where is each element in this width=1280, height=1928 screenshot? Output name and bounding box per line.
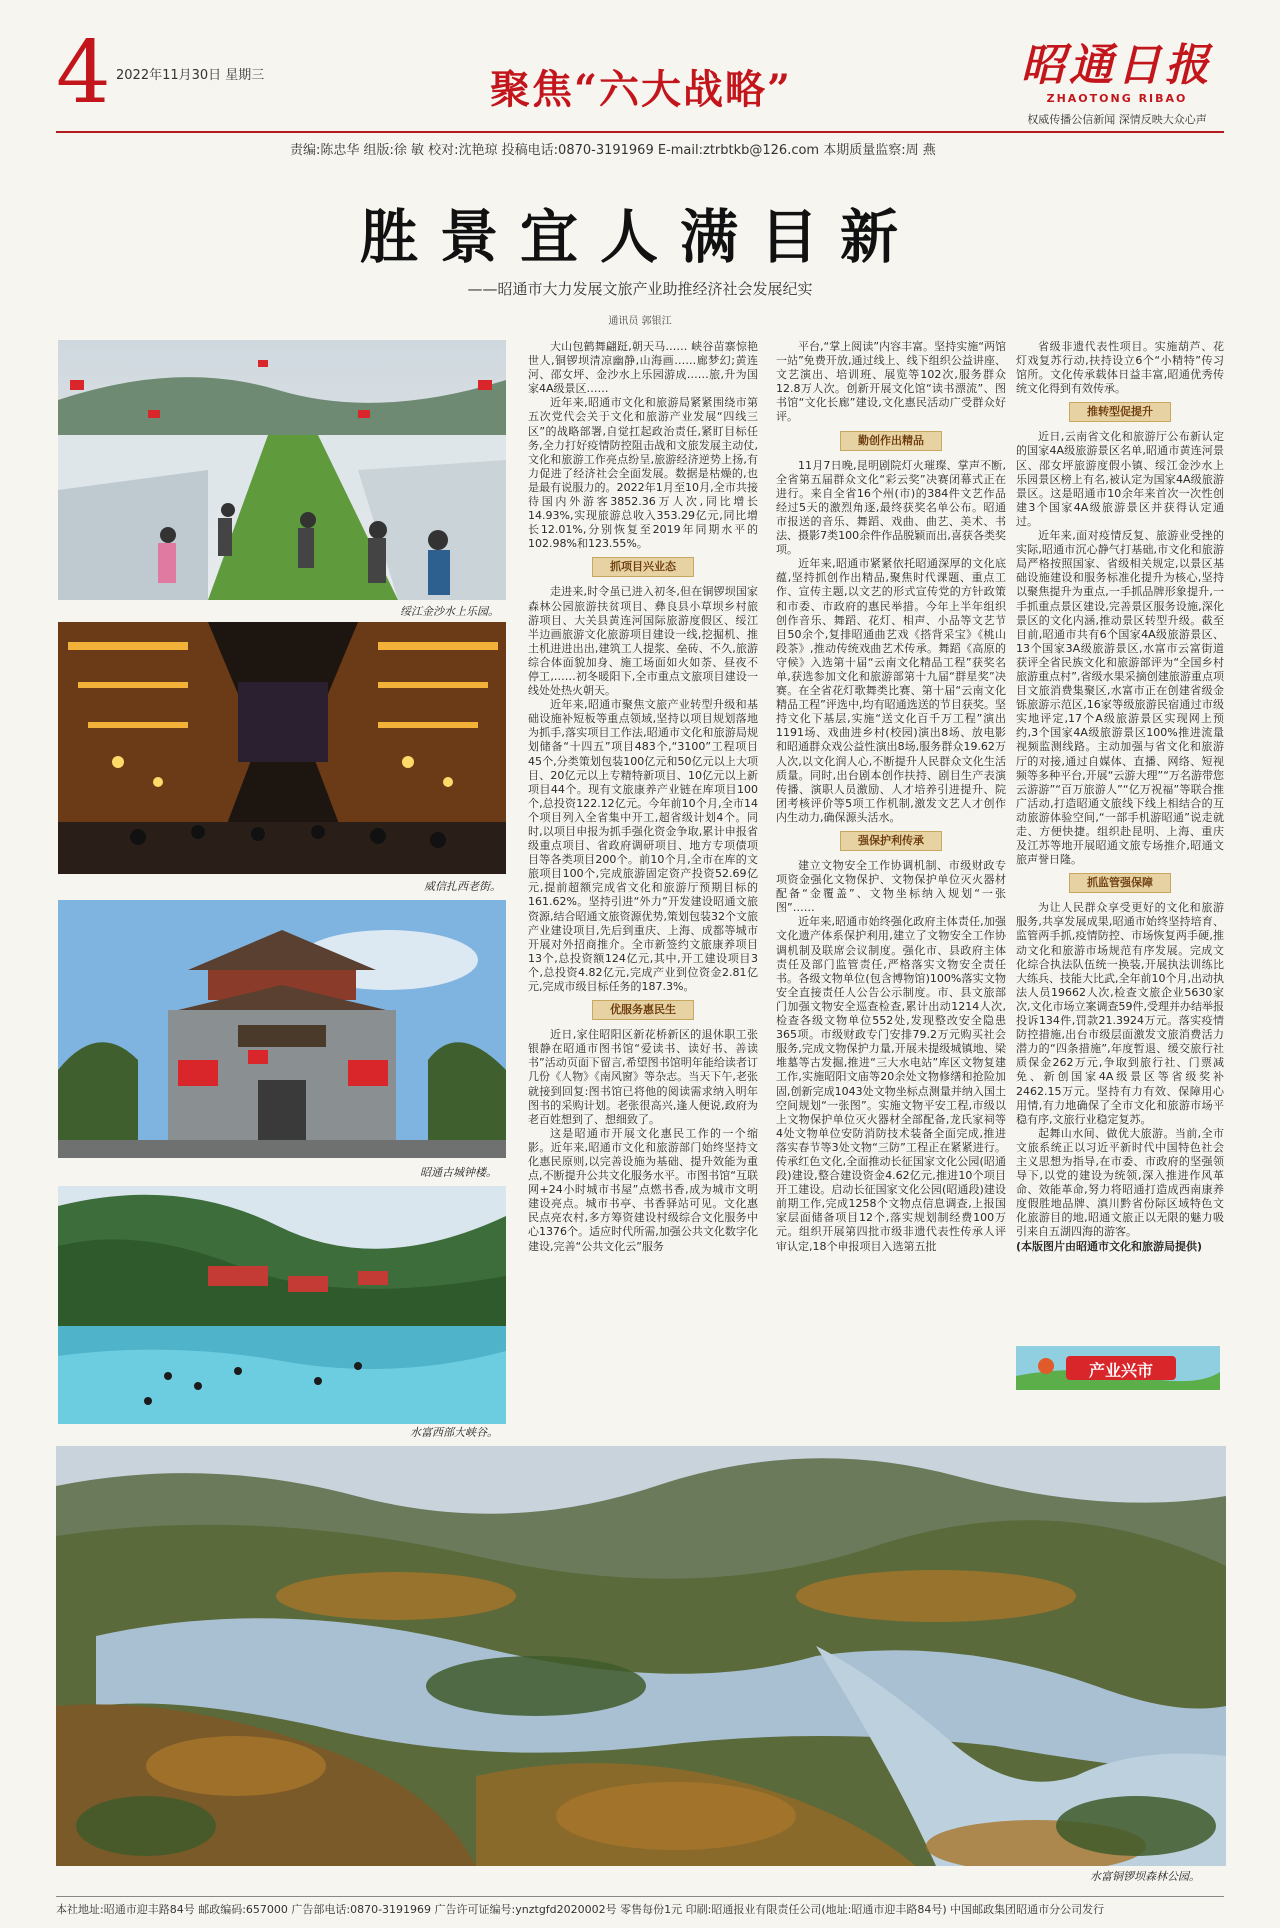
photo-credit-note: (本版图片由昭通市文化和旅游局提供): [1016, 1239, 1203, 1253]
article-paragraph: 大山包鹤舞翩跹,朝天马…… 峡谷苗寨惊艳世人,铜锣坝清凉幽静,山海画……廊梦幻;黄连河、邵女坪、金沙水上乐园游成……旅,升为国家4A级景区……: [528, 340, 758, 396]
article-paragraph: 这是昭通市开展文化惠民工作的一个缩影。近年来,昭通市文化和旅游部门始终坚持文化惠民原则,以完善设施为基础、提升效能为重点,不断提升公共文化服务水平。市图书馆“互联网+24小时城市书屋”点燃书香,成为城市文明建设亮点。城市书亭、书香驿站可见。文化惠民点亮农村,多方筹资建设村级综合文化服务中心1376个。适应时代所需,加强公共文化数字化建设,完善“公共文化云”服务: [528, 1126, 758, 1253]
masthead: [1012, 40, 1222, 127]
article-paragraph: 走进来,时令虽已进入初冬,但在铜锣坝国家森林公园旅游扶贫项目、彝良县小草坝乡村旅游项目、大关县黄连河国际旅游度假区、绥江半边画旅游文化旅游项目建设一线,挖掘机、推土机进进出出,建筑工人提浆、垒砖、不久,旅游综合体面貌加身、施工场面如火如荼、昼夜不停工,……初冬暖阳下,全市重点文旅项目建设一线处处热火朝天。: [528, 585, 758, 698]
section-subhead: 优服务惠民生: [592, 1000, 694, 1020]
article-paragraph: 起舞山水间、做优大旅游。当前,全市文旅系统正以习近平新时代中国特色社会主义思想为指导,在市委、市政府的坚强领导下,以党的建设为统领,深入推进作风革命、效能革命,努力将昭通打造成西南康养度假胜地品牌、滇川黔省份际区域特色文化旅游目的地,昭通文旅正以无限的魅力吸引来自五湖四海的游客。: [1016, 1126, 1224, 1239]
article-paragraph: 近年来,昭通市文化和旅游局紧紧围绕市第五次党代会关于文化和旅游产业发展“四线三区”的战略部署,自觉扛起政治责任,紧盯目标任务,全力打好疫情防控阻击战和文旅发展主动仗,文化和旅游工作亮点纷呈,旅游经济逆势上扬,有力促进了经济社会全面发展。数据是枯燥的,也是最有说服力的。2022年1月至10月,全市共接待国内外游客3852.36万人次,同比增长14.93%,实现旅游总收入353.29亿元,同比增长12.01%,分别恢复至2019年同期水平的102.98%和123.55%。: [528, 396, 758, 551]
industry-badge: [1016, 1346, 1220, 1390]
section-subhead: 勤创作出精品: [840, 431, 942, 451]
caption-photo1: 绥江金沙水上乐园。: [400, 605, 499, 618]
article-paragraph: 近年来,面对疫情反复、旅游业受挫的实际,昭通市沉心静气打基础,市文化和旅游局严格按照国家、省级相关规定,以景区基础设施建设和服务标准化提升为核心,坚持以聚焦提升为重点,一手抓品牌形象提升,一手抓重点景区建设,完善景区服务设施,深化景区的文化内涵,推动景区转型升级。截至目前,昭通市共有6个国家4A级旅游景区、13个国家3A级旅游景区,水富市云富街道获评全省民族文化和旅游部评为“全国乡村旅游重点村”,省级水果采摘创建旅游重点项目文旅消费集聚区,水富市正在创建省级金铄旅游示范区,16家等级旅游民宿通过市级实地评定,17个A级旅游景区实现网上预约,3个国家4A级旅游景区100%推进流量视频监测线路。主动加强与省文化和旅游厅的对接,通过自媒体、直播、网络、短视频等多种平台,开展“云游大理”“万名游带您云游游”“百万旅游人”“亿万祝福”等联合推广活动,打造昭通文旅线下线上相结合的互动旅游体验空间,“一部手机游昭通”说走就走、方便快捷。组织赴昆明、上海、重庆及江苏等地开展昭通文旅专场推介,昭通文旅声誉日隆。: [1016, 529, 1224, 867]
photo-bell-tower: [58, 900, 506, 1158]
section-subhead: 推转型促提升: [1069, 402, 1171, 422]
masthead-slogan: 权威传播公信新闻 深情反映大众心声: [1027, 113, 1207, 126]
article-paragraph: 近日,云南省文化和旅游厅公布新认定的国家4A级旅游景区名单,昭通市黄连河景区、邵女坪旅游度假小镇、绥江金沙水上乐园景区榜上有名,被认定为国家4A级旅游景区。这是昭通市10余年来首次一次性创建3个国家4A级旅游景区并获得认定通过。: [1016, 430, 1224, 528]
section-title: 聚焦“六大战略”: [490, 66, 793, 113]
article-paragraph: 近日,家住昭阳区新花桥新区的退休职工张银静在昭通市图书馆“爱读书、读好书、善读书”活动页面下留言,希望图书馆明年能给读者订几份《人物》《南风窗》等杂志。当天下午,老张就接到回复:图书馆已将他的阅读需求纳入明年图书的采购计划。老张很高兴,逢人便说,政府为老百姓想到了、想细致了。: [528, 1028, 758, 1126]
text-column-1: [528, 340, 758, 1432]
section-subhead: 抓项目兴业态: [592, 557, 694, 577]
text-column-3: [1016, 340, 1224, 1340]
editor-credits: 责编:陈忠华 组版:徐 敏 校对:沈艳琼 投稿电话:0870-3191969 E-mail:ztrbtkb@126.com 本期质量监察:周 燕: [290, 143, 936, 158]
masthead-pinyin: ZHAOTONG RIBAO: [1046, 92, 1188, 105]
article-paragraph: 为让人民群众享受更好的文化和旅游服务,共享发展成果,昭通市始终坚持培育、监管两手抓,疫情防控、市场恢复两手硬,推动文化和旅游市场规范有序发展。完成文化综合执法队伍统一换装,开展执法训练比大练兵、技能大比武,全年前10个月,出动执法人员19662人次,检查文旅企业5630家次,文化市场立案调查59件,受理并办结举报投诉134件,罚款21.3924万元。落实疫情防控措施,出台市级层面激发文旅消费活力潜力的“四条措施”,年度暂退、缓交旅行社质保金262万元,争取到旅行社、门票减免、新创国家4A级景区等省级奖补2462.15万元。坚持有力有效、保障用心用情,有力地确保了全市文化和旅游市场平稳有序,文旅行业稳定复苏。: [1016, 901, 1224, 1126]
caption-photo3: 昭通古城钟楼。: [420, 1166, 497, 1179]
article-byline: 通讯员 郭银江: [608, 316, 672, 327]
issue-date: 2022年11月30日 星期三: [116, 68, 265, 83]
article-paragraph: 近年来,昭通市始终强化政府主体责任,加强文化遗产体系保护利用,建立了文物安全工作协调机制及联席会议制度。强化市、县政府主体责任及部门监管责任,严格落实文物安全责任书。各级文物单位(包含博物馆)100%落实文物安全直接责任人公告公示制度。市、县文旅部门加强文物安全巡查检查,累计出动1214人次,检查各级文物单位552处,发现整改安全隐患365项。市级财政专门安排79.2万元购买社会服务,完成文物保护力量,开展未提级城镇地、梁堆墓等古发掘,推进“三大水电站”库区文物复建工作,实施昭阳文庙等20余处文物修缮和抢险加固,创新完成1043处文物坐标点测量并纳入国土空间规划“一张图”。实施文物平安工程,市级以上文物保护单位灭火器材全部配备,龙氏家祠等4处文物单位安防消防技术装备全面完成,推进落实春节等3处文物“三防”工程正在紧紧进行。传承红色文化,全面推动长征国家文化公园(昭通段)建设,整合建设资金4.62亿元,推进10个项目开工建设。启动长征国家文化公园(昭通段)建设前期工作,完成1258个文物点信息调查,上报国家层面储备项目12个,落实规划制经费100万元。组织开展第四批市级非遗代表性传承人评审认定,18个申报项目入选第五批: [776, 915, 1006, 1253]
caption-photo4: 水富西部大峡谷。: [410, 1426, 498, 1439]
caption-photo5: 水富铜锣坝森林公园。: [1090, 1870, 1200, 1883]
footer-info: 本社地址:昭通市迎丰路84号 邮政编码:657000 广告部电话:0870-3191969 广告许可证编号:ynztgfd2020002号 零售每份1元 印刷:昭通报业有限责任公司(地址:昭通市迎丰路84号) 中国邮政集团昭通市分公司发行: [56, 1903, 1105, 1916]
section-subhead: 强保护利传承: [840, 831, 942, 851]
masthead-name: 昭通日报: [1021, 40, 1213, 91]
article-paragraph: 11月7日晚,昆明剧院灯火璀璨、掌声不断,全省第五届群众文化“彩云奖”决赛闭幕式正在进行。来自全省16个州(市)的384件文艺作品经过5天的激烈角逐,最终获奖名单公布。昭通市报送的音乐、舞蹈、戏曲、曲艺、美术、书法、摄影7类100余件作品脱颖而出,喜获各类奖项。: [776, 458, 1006, 557]
caption-photo2: 威信扎西老街。: [424, 880, 501, 893]
text-column-2: [776, 340, 1006, 1432]
article-paragraph: 省级非遗代表性项目。实施葫芦、花灯戏复苏行动,扶持设立6个“小精特”传习馆所。文化传承载体日益丰富,昭通优秀传统文化得到有效传承。: [1016, 340, 1224, 396]
badge-text: 产业兴市: [1088, 1361, 1153, 1380]
article-paragraph: 近年来,昭通市聚焦文旅产业转型升级和基础设施补短板等重点领域,坚持以项目规划落地为抓手,落实项目工作法,昭通市文化和旅游局规划储备“十四五”项目483个,“3100”工程项目45个,分类策划包装100亿元和50亿元以上大项目、20亿元以上专精特新项目、10亿元以上新项目44个。现有文旅康养产业链在库项目100个,总投资122.12亿元。今年前10个月,全市14个项目列入全省集中开工,超省级计划4个。同时,以项目申报为抓手强化资金争取,累计申报省级重点项目、省政府调研项目、地方专项债项目等各类项目200个。前10个月,全市在库的文旅项目100个,完成旅游固定资产投资52.69亿元,提前超额完成省文化和旅游厅预期目标的161.62%。坚持引进“外力”开发建设昭通文旅资源,结合昭通文旅资源优势,策划包装32个文旅产业建设项目,先后到重庆、上海、成都等城市开展对外招商推介。全市新签约文旅康养项目13个,总投资额124亿元,其中,开工建设项目3个,总投资4.82亿元,完成产业到位资金2.81亿元,完成市级目标任务的187.3%。: [528, 698, 758, 994]
article-paragraph: 近年来,昭通市紧紧依托昭通深厚的文化底蕴,坚持抓创作出精品,聚焦时代课题、重点工作、宣传主题,以文艺的形式宣传党的方针政策和市委、市政府的惠民举措。今年上半年组织创作音乐、舞蹈、花灯、相声、小品等文艺节目50余个,复排昭通曲艺戏《搭背采宝》《桃山段茶》,推动传统戏曲艺术传承。舞蹈《高原的守候》入选第十届“云南文化精品工程”获奖名单,获选参加文化和旅游部第十九届“群星奖”决赛。在全省花灯歌舞类比赛、第十届“云南文化精品工程”评选中,均有昭通选送的节目获奖。坚持文化下基层,实施“送文化百千万工程”演出1191场、戏曲进乡村(校园)演出8场、放电影和昭通群众戏公益性演出8场,服务群众19.62万人次,以文化润人心,不断提升人民群众文化生活质量。同时,出台剧本创作扶持、剧目生产表演传播、演职人员激励、人才培养引进提升、院团考核评价等5项工作机制,激发文艺人才创作内生动力,确保源头活水。: [776, 557, 1006, 824]
article-title: 胜景宜人满目新: [359, 203, 920, 271]
footer-divider: [56, 1896, 1224, 1897]
page-number: 4: [56, 23, 111, 123]
article-paragraph: 平台,“掌上阅读”内容丰富。坚持实施“两馆一站”免费开放,通过线上、线下组织公益讲座、文艺演出、培训班、展览等102次,服务群众12.8万人次。创新开展文化馆“读书漂流”、图书馆“文化长廊”建设,文化惠民活动广受群众好评。: [776, 340, 1006, 424]
photo-water-park: [58, 340, 506, 600]
section-subhead: 抓监管强保障: [1069, 873, 1171, 893]
article-subtitle: ——昭通市大力发展文旅产业助推经济社会发展纪实: [467, 280, 813, 298]
photo-old-street: [58, 622, 506, 874]
photo-canyon: [58, 1186, 506, 1424]
photo-lake-panorama: [56, 1446, 1226, 1866]
header-divider: [56, 131, 1224, 133]
article-paragraph: 建立文物安全工作协调机制、市级财政专项资金强化文物保护、文物保护单位灭火器材配备“金覆盖”、文物坐标纳入规划“一张图”……: [776, 859, 1006, 915]
